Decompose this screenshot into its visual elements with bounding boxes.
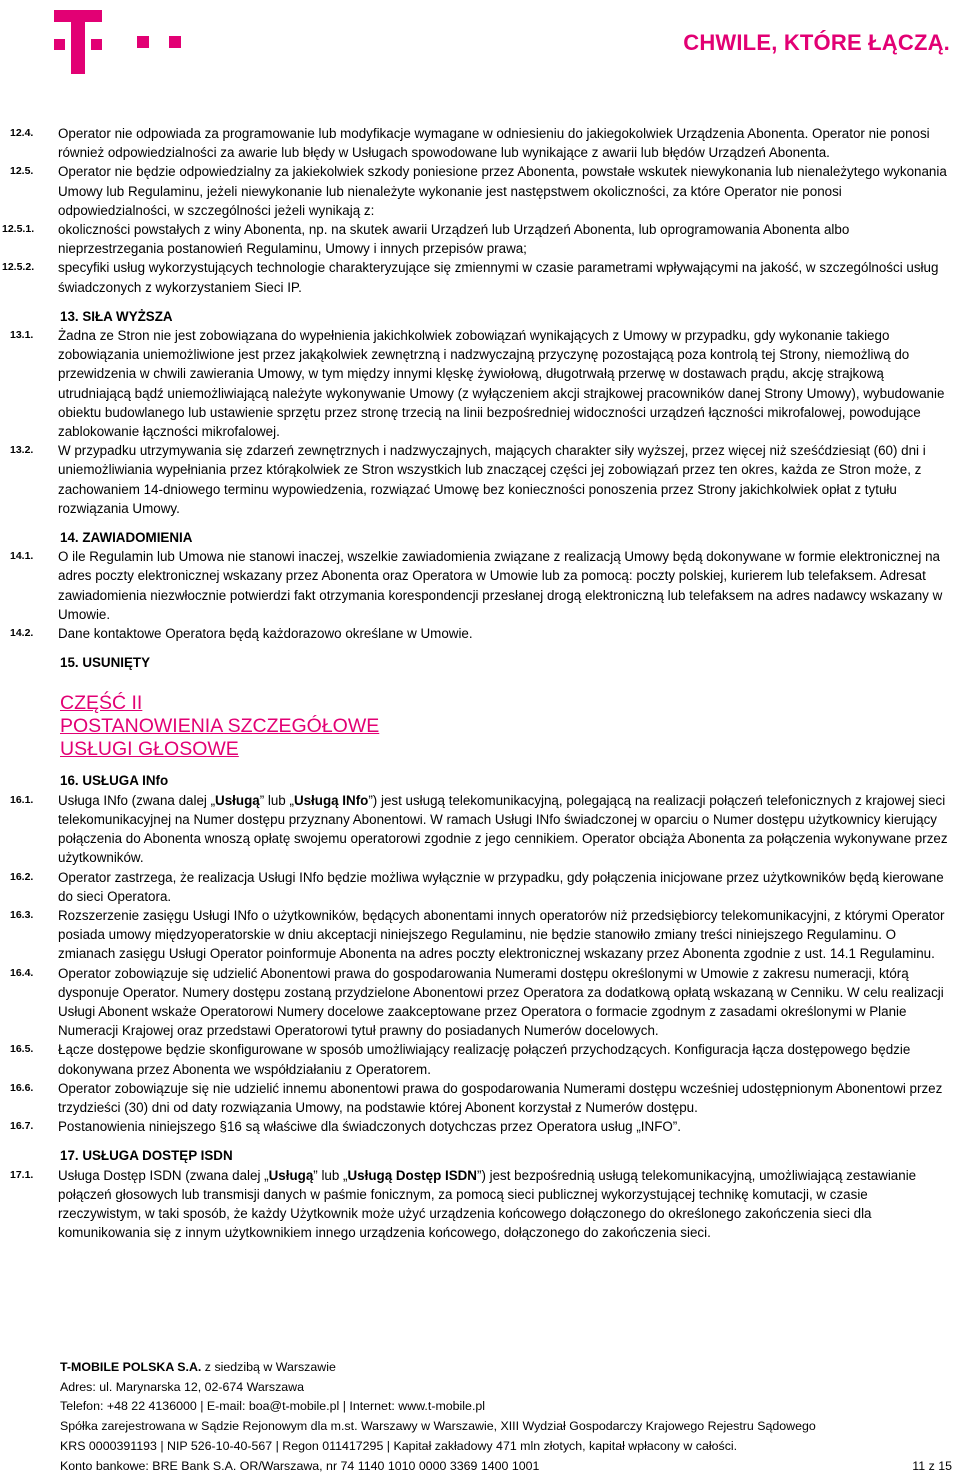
clause-text: specyfiki usług wykorzystujących technologie charakteryzujące się zmiennymi w czasie parametrami wpływającymi na jakość, w szczególności usług świadczonych z wykorzystaniem Sieci IP. — [58, 260, 939, 295]
clause-text: Żadna ze Stron nie jest zobowiązana do wypełnienia jakichkolwiek zobowiązań wynikających z Umowy w przypadku, gdy wykonanie takiego zobowiązania uniemożliwione jest przez jakąkolwiek zewnętrzną i nadzwyczajną przyczynę pozostającą poza kontrolą tej Strony, niemożliwą do przewidzenia w chwili zawierania Umowy, w tym między innymi klęskę żywiołową, długotrwałą przerwę w dostawach prądu, akcję strajkową utrudniającą bądź uniemożliwiającą należyte wykonywanie Umowy (z wyłączeniem akcji strajkowej pracowników danej Strony Umowy), wybudowanie obiektu budowlanego lub ustawienie sprzętu przez stronę trzecią na linii bezpośredniej widoczności urządzeń łączności mikrofalowej, powodujące zablokowanie łączności mikrofalowej. — [58, 328, 945, 440]
section-heading-17: 17. USŁUGA DOSTĘP ISDN — [60, 1148, 233, 1164]
footer-bank: Konto bankowe: BRE Bank S.A. OR/Warszawa, nr 74 1140 1010 0000 3369 1400 1001 — [60, 1458, 540, 1473]
text-segment: ”) jest bezpośrednią usługą telekomunikacyjną, umożliwiającą zestawianie połączeń głosowych lub transmisji danych w paśmie fonicznym, za pomocą sieci publicznej wykorzystującej technikę komutacji, w czasie rzeczywistym, w taki sposób, że każdy Użytkownik może użyć urządzenia końcowego dołączonego do określonego zakończenia sieci dla komunikowania się z innym użytkownikiem innego urządzenia końcowego, dołączonego do zakończenia sieci. — [58, 1167, 917, 1241]
text-segment: ” lub „ — [259, 792, 294, 808]
clause-17-1 — [0, 1166, 960, 1243]
clause-12-5-2 — [0, 258, 960, 296]
clause-number: 16.4. — [10, 966, 34, 979]
t-mobile-logo-icon — [54, 10, 194, 74]
footer-company-line — [60, 1358, 952, 1378]
clause-16-6 — [0, 1079, 960, 1117]
clause-16-1 — [0, 791, 960, 868]
text-segment: ” lub „ — [313, 1167, 348, 1183]
clause-number: 12.5.1. — [2, 223, 35, 236]
clause-13-1 — [0, 326, 960, 441]
clause-text: Operator zobowiązuje się nie udzielić innemu abonentowi prawa do gospodarowania Numerami dostępu wcześniej udostępnionym Abonentowi przez trzydzieści (30) dni od daty rozwiązania Umowy, na podstawie której Abonent korzystał z Numerów dostępu. — [58, 1080, 943, 1115]
page-number: 11 z 15 — [912, 1458, 952, 1473]
clause-number: 12.5.2. — [2, 261, 35, 274]
clause-number: 16.3. — [10, 908, 34, 921]
bold-term: Usługą — [268, 1167, 314, 1183]
footer-bank-line — [60, 1457, 952, 1477]
text-segment: Usługa INfo (zwana dalej „ — [58, 792, 216, 808]
clause-text — [58, 1166, 948, 1243]
clause-number: 16.6. — [10, 1081, 34, 1094]
part-title-line: CZĘŚĆ II — [60, 692, 143, 715]
section-heading-13: 13. SIŁA WYŻSZA — [60, 308, 173, 324]
clause-text: O ile Regulamin lub Umowa nie stanowi inaczej, wszelkie zawiadomienia związane z realizacją Umowy będą dokonywane w formie elektronicznej na adres poczty elektronicznej wskazany przez Abonenta oraz Operatora w Umowie lub za pomocą: poczty polskiej, kurierem lub telefaksem. Adresat zawiadomienia niezwłocznie potwierdzi fakt otrzymania korespondencji przesłanej drogą elektroniczną lub telefaksem na adres nadawcy wskazany w Umowie. — [58, 549, 943, 622]
text-segment: ”) jest usługą telekomunikacyjną, polegającą na realizacji połączeń telefonicznych z krajowej sieci telekomunikacyjnej na Numer dostępu przyznany Abonentowi. W ramach Usługi INfo świadczonej w oparciu o Numer dostępu użytkownicy kierujący połączenia do Abonenta wnoszą opłatę swojemu operatorowi zgodnie z jego cennikiem. Operator obciąża Abonenta za połączenia wykonywane przez użytkowników. — [58, 792, 948, 866]
clause-number: 12.5. — [10, 165, 34, 178]
clause-text: Dane kontaktowe Operatora będą każdorazowo określane w Umowie. — [58, 626, 473, 642]
clause-number: 12.4. — [10, 127, 34, 139]
bold-term: Usługą Dostęp ISDN — [347, 1167, 477, 1183]
section-heading-16: 16. USŁUGA INfo — [60, 773, 169, 789]
bold-term: Usługą INfo — [293, 792, 369, 808]
clause-text: Postanowienia niniejszego §16 są właściwe dla świadczonych dotychczas przez Operatora usług „INFO”. — [58, 1119, 681, 1135]
footer-krs: KRS 0000391193 | NIP 526-10-40-567 | Regon 011417295 | Kapitał zakładowy 471 mln złotych, kapitał wpłacony w całości. — [60, 1438, 738, 1453]
clause-text: Łącze dostępowe będzie skonfigurowane w sposób umożliwiający realizację połączeń przychodzących. Konfiguracja łącza dostępowego będzie dokonywana przez Abonenta we współdziałaniu z Operatorem. — [58, 1042, 911, 1077]
part-title — [0, 692, 960, 761]
clause-16-7 — [0, 1117, 960, 1136]
clause-text: Operator nie odpowiada za programowanie lub modyfikacje wymagane w odniesieniu do jakiegokolwiek Urządzenia Abonenta. Operator nie ponosi również odpowiedzialności za awarie lub błędy w Usługach spowodowane lub wynikające z awarii lub błędów Urządzeń Abonenta. — [58, 126, 930, 161]
document-body — [0, 124, 960, 1242]
clause-number: 16.7. — [10, 1120, 34, 1133]
clause-16-5 — [0, 1040, 960, 1078]
clause-number: 14.2. — [10, 627, 34, 640]
page-footer — [60, 1358, 952, 1476]
clause-number: 16.5. — [10, 1043, 34, 1056]
section-heading-14: 14. ZAWIADOMIENIA — [60, 530, 193, 546]
clause-text: W przypadku utrzymywania się zdarzeń zewnętrznych i nadzwyczajnych, mających charakter siły wyższej, przez więcej niż sześćdziesiąt (60) dni i uniemożliwiania wypełniania przez którąkolwiek ze Stron wszystkich lub znaczącej części jej zobowiązań przez ten okres, każda ze Stron może, z zachowaniem 14-dniowego terminu wypowiedzenia, rozwiązać Umowę bez konieczności ponoszenia przez Strony jakichkolwiek opłat z tytułu rozwiązania Umowy. — [58, 443, 926, 516]
clause-14-2 — [0, 624, 960, 643]
clause-12-5 — [0, 162, 960, 220]
footer-address: Adres: ul. Marynarska 12, 02-674 Warszawa — [60, 1379, 305, 1394]
clause-number: 17.1. — [10, 1168, 34, 1181]
clause-13-2 — [0, 441, 960, 518]
part-title-line: USŁUGI GŁOSOWE — [60, 738, 239, 761]
bold-term: Usługą — [215, 792, 260, 808]
clause-text: Operator zobowiązuje się udzielić Abonentowi prawa do gospodarowania Numerami dostępu określonymi w Umowie z zakresu numeracji, którą dysponuje Operator. Numery dostępu zostaną przydzielone Abonentowi przez Operatora za dodatkową opłatą wskazaną w Cenniku. W celu realizacji Usługi Abonent wskaże Operatorowi Numery docelowe zaakceptowane przez Operatora o formacie zgodnym z zasadami określonymi w Planie Numeracji Krajowej oraz przedstawi Operatorowi tytuł prawny do posiadanych Numerów docelowych. — [58, 965, 944, 1039]
company-seat: z siedzibą w Warszawie — [201, 1360, 336, 1374]
clause-number: 14.1. — [10, 550, 34, 563]
clause-16-2 — [0, 868, 960, 906]
clause-text: Operator nie będzie odpowiedzialny za jakiekolwiek szkody poniesione przez Abonenta, powstałe wskutek niewykonania lub nienależytego wykonania Umowy lub Regulaminu, jeżeli niewykonanie lub nienależyte wykonanie jest następstwem okoliczności, za które Operator nie ponosi odpowiedzialności, w szczególności jeżeli wynikają z: — [58, 164, 947, 218]
clause-text: Operator zastrzega, że realizacja Usługi INfo będzie możliwa wyłącznie w przypadku, gdy połączenia inicjowane przez użytkowników będą kierowane do sieci Operatora. — [58, 869, 944, 904]
footer-registry: Spółka zarejestrowana w Sądzie Rejonowym dla m.st. Warszawy w Warszawie, XIII Wydział Gospodarczy Krajowego Rejestru Sądowego — [60, 1419, 816, 1434]
clause-12-4 — [0, 124, 960, 162]
clause-16-4 — [0, 964, 960, 1041]
clause-number: 16.1. — [10, 793, 34, 806]
part-title-line: POSTANOWIENIA SZCZEGÓŁOWE — [60, 715, 380, 738]
clause-number: 16.2. — [10, 870, 34, 883]
clause-14-1 — [0, 547, 960, 624]
clause-text: okoliczności powstałych z winy Abonenta, np. na skutek awarii Urządzeń lub Urządzeń Abonenta, lub oprogramowania Abonenta albo nieprzestrzegania postanowień Regulaminu, Umowy i innych przepisów prawa; — [58, 222, 850, 257]
clause-12-5-1 — [0, 220, 960, 258]
clause-text: Rozszerzenie zasięgu Usługi INfo o użytkowników, będących abonentami innych operatorów niż przedsiębiorcy telekomunikacyjni, z którymi Operator posiada umowy międzyoperatorskie w dniu akceptacji niniejszego Regulaminu, nie będzie stanowiło zmiany treści niniejszego Regulaminu. O zmianach zasięgu Usługi Operator poinformuje Abonenta na adres poczty elektronicznej wskazany przez Abonenta zgodnie z ust. 14.1 Regulaminu. — [58, 907, 945, 962]
text-segment: Usługa Dostęp ISDN (zwana dalej „ — [58, 1167, 269, 1183]
footer-contact: Telefon: +48 22 4136000 | E-mail: boa@t-mobile.pl | Internet: www.t-mobile.pl — [60, 1399, 486, 1414]
clause-16-3 — [0, 906, 960, 964]
slogan: CHWILE, KTÓRE ŁĄCZĄ. — [683, 30, 950, 55]
clause-number: 13.2. — [10, 444, 34, 457]
section-heading-15: 15. USUNIĘTY — [60, 655, 151, 671]
clause-text — [58, 791, 948, 868]
clause-number: 13.1. — [10, 329, 34, 342]
company-name: T-MOBILE POLSKA S.A. — [60, 1360, 202, 1374]
